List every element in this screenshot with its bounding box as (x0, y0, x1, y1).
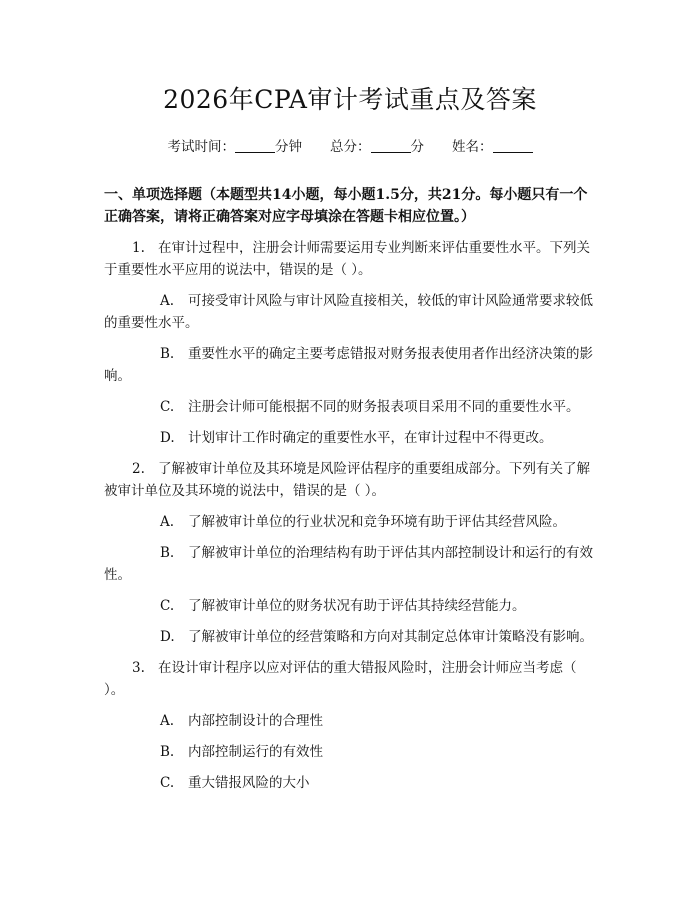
question-2 (104, 458, 596, 502)
option-letter: B. (160, 744, 175, 760)
score-unit: 分 (410, 139, 424, 155)
option-text: 可接受审计风险与审计风险直接相关，较低的审计风险通常要求较低的重要性水平。 (104, 293, 593, 331)
time-label: 考试时间： (167, 139, 235, 155)
question-number: 3. (132, 660, 145, 676)
option-2b (104, 542, 596, 586)
option-text: 内部控制运行的有效性 (188, 744, 323, 760)
exam-info-line (104, 132, 596, 162)
option-1b (104, 343, 596, 387)
option-letter: C. (160, 399, 175, 415)
option-text: 了解被审计单位的经营策略和方向对其制定总体审计策略没有影响。 (188, 629, 593, 645)
option-1d (104, 427, 596, 449)
option-text: 计划审计工作时确定的重要性水平，在审计过程中不得更改。 (188, 430, 553, 446)
option-letter: A. (160, 713, 175, 729)
option-2c (104, 595, 596, 617)
question-number: 2. (132, 461, 145, 477)
option-letter: C. (160, 598, 175, 614)
option-text: 了解被审计单位的财务状况有助于评估其持续经营能力。 (188, 598, 526, 614)
question-text: 了解被审计单位及其环境是风险评估程序的重要组成部分。下列有关了解被审计单位及其环境的说法中，错误的是（ ）。 (104, 461, 590, 499)
section-heading: 一、单项选择题（本题型共14小题，每小题1.5分，共21分。每小题只有一个正确答案，请将正确答案对应字母填涂在答题卡相应位置。） (104, 187, 588, 225)
question-3 (104, 657, 596, 701)
name-label: 姓名： (452, 139, 493, 155)
option-1c (104, 396, 596, 418)
score-label: 总分： (330, 139, 371, 155)
option-letter: D. (160, 430, 175, 446)
option-text: 了解被审计单位的行业状况和竞争环境有助于评估其经营风险。 (188, 514, 566, 530)
question-1 (104, 237, 596, 281)
option-1a (104, 290, 596, 334)
option-letter: A. (160, 514, 175, 530)
option-text: 内部控制设计的合理性 (188, 713, 323, 729)
option-3b (104, 741, 596, 763)
question-text: 在审计过程中，注册会计师需要运用专业判断来评估重要性水平。下列关于重要性水平应用的说法中，错误的是（ ）。 (104, 240, 590, 278)
option-text: 注册会计师可能根据不同的财务报表项目采用不同的重要性水平。 (188, 399, 580, 415)
option-text: 了解被审计单位的治理结构有助于评估其内部控制设计和运行的有效性。 (104, 545, 593, 583)
option-2d (104, 626, 596, 648)
time-blank (235, 137, 275, 153)
option-3c (104, 772, 596, 794)
question-text: 在设计审计程序以应对评估的重大错报风险时，注册会计师应当考虑（ ）。 (104, 660, 577, 698)
option-letter: B. (160, 545, 175, 561)
option-letter: B. (160, 346, 175, 362)
option-3a (104, 710, 596, 732)
name-blank (493, 137, 533, 153)
option-letter: A. (160, 293, 175, 309)
option-2a (104, 511, 596, 533)
question-number: 1. (132, 240, 145, 256)
option-text: 重大错报风险的大小 (188, 775, 310, 791)
option-text: 重要性水平的确定主要考虑错报对财务报表使用者作出经济决策的影响。 (104, 346, 593, 384)
time-unit: 分钟 (275, 139, 302, 155)
score-blank (371, 137, 411, 153)
option-letter: D. (160, 629, 175, 645)
option-letter: C. (160, 775, 175, 791)
exam-title: 2026年CPA审计考试重点及答案 (163, 85, 537, 114)
